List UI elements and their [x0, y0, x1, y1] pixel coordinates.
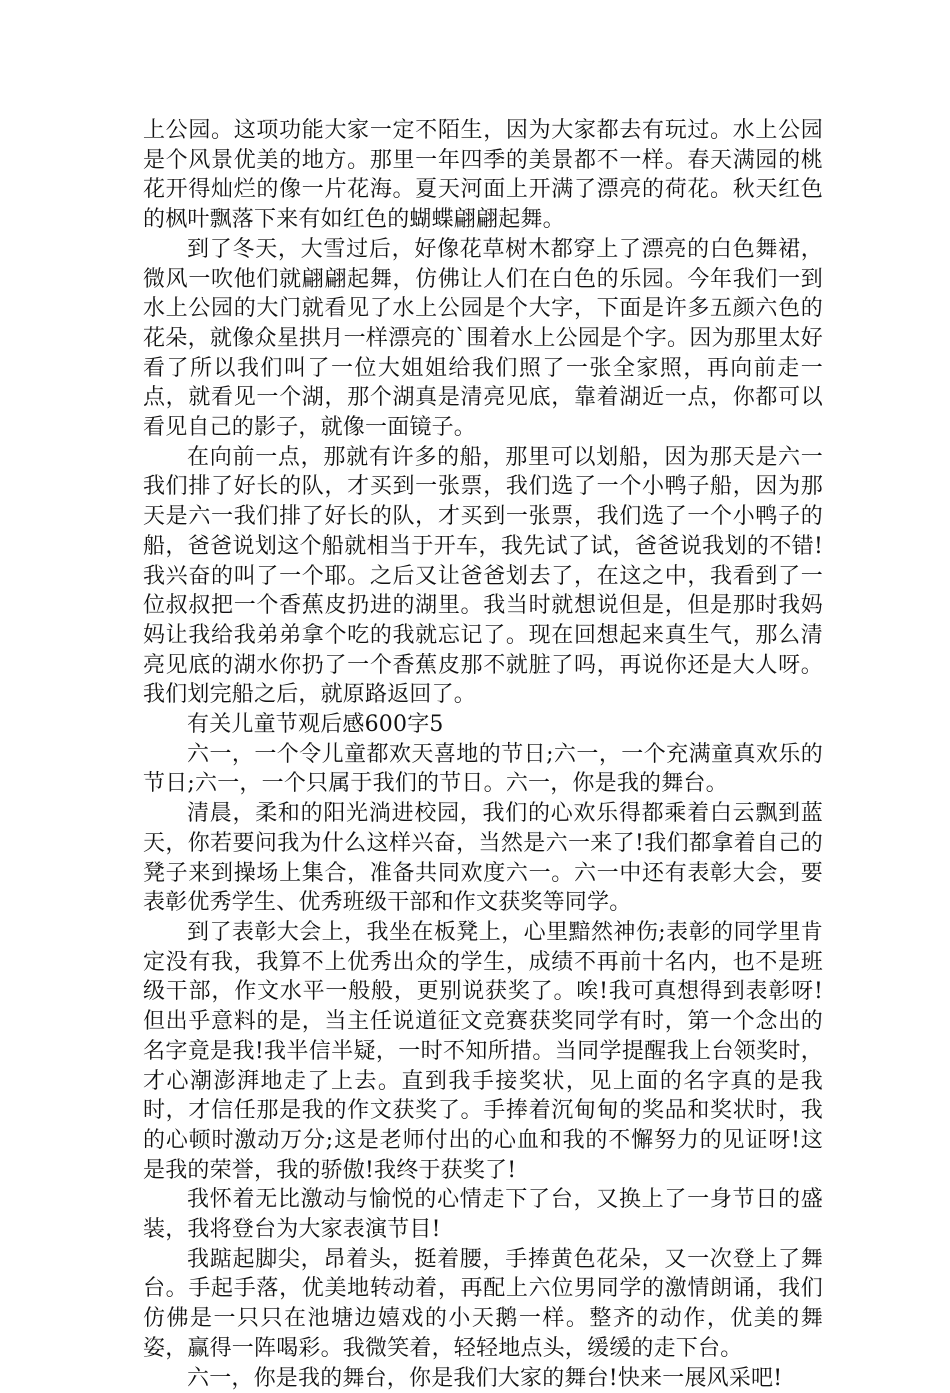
- paragraph-childrens-day: 六一，一个令儿童都欢天喜地的节日;六一，一个充满童真欢乐的节日;六一，一个只属于我们的节日。六一，你是我的舞台。: [143, 741, 823, 797]
- section-heading: 有关儿童节观后感600字5: [187, 712, 444, 738]
- paragraph-winter: 到了冬天，大雪过后，好像花草树木都穿上了漂亮的白色舞裙，微风一吹他们就翩翩起舞，仿佛让人们在白色的乐园。今年我们一到水上公园的大门就看见了水上公园是个大字，下面是许多五颜六色的花朵，就像众星拱月一样漂亮的`围着水上公园是个字。因为那里太好看了所以我们叫了一位大姐姐给我们照了一张全家照，再向前走一点，就看见一个湖，那个湖真是清亮见底，靠着湖近一点，你都可以看见自己的影子，就像一面镜子。: [143, 236, 823, 441]
- paragraph-leaving-stage: 我怀着无比激动与愉悦的心情走下了台，又换上了一身节日的盛装，我将登台为大家表演节目!: [143, 1187, 823, 1243]
- paragraph-morning: 清晨，柔和的阳光淌进校园，我们的心欢乐得都乘着白云飘到蓝天，你若要问我为什么这样兴奋，当然是六一来了!我们都拿着自己的凳子来到操场上集合，准备共同欢度六一。六一中还有表彰大会，要表彰优秀学生、优秀班级干部和作文获奖等同学。: [143, 801, 823, 916]
- paragraph-award-ceremony: 到了表彰大会上，我坐在板凳上，心里黯然神伤;表彰的同学里肯定没有我，我算不上优秀出众的学生，成绩不再前十名内，也不是班级干部，作文水平一般般，更别说获奖了。唉!我可真想得到表彰呀!但出乎意料的是，当主任说道征文竞赛获奖同学有时，第一个念出的名字竟是我!我半信半疑，一时不知所措。当同学提醒我上台领奖时，才心潮澎湃地走了上去。直到我手接奖状，见上面的名字真的是我时，才信任那是我的作文获奖了。手捧着沉甸甸的奖品和奖状时，我的心顿时激动万分;这是老师付出的心血和我的不懈努力的见证呀!这是我的荣誉，我的骄傲!我终于获奖了!: [143, 919, 823, 1183]
- paragraph-closing: 六一，你是我的舞台，你是我们大家的舞台!快来一展风采吧!: [187, 1365, 783, 1391]
- paragraph-dance: 我踮起脚尖，昂着头，挺着腰，手捧黄色花朵，又一次登上了舞台。手起手落，优美地转动着，再配上六位男同学的激情朗诵，我们仿佛是一只只在池塘边嬉戏的小天鹅一样。整齐的动作，优美的舞姿，赢得一阵喝彩。我微笑着，轻轻地点头，缓缓的走下台。: [143, 1246, 823, 1361]
- document-body: [143, 116, 823, 1393]
- paragraph-boating: 在向前一点，那就有许多的船，那里可以划船，因为那天是六一我们排了好长的队，才买到一张票，我们选了一个小鸭子船，因为那天是六一我们排了好长的队，才买到一张票，我们选了一个小鸭子的船，爸爸说划这个船就相当于开车，我先试了试，爸爸说我划的不错!我兴奋的叫了一个耶。之后又让爸爸划去了，在这之中，我看到了一位叔叔把一个香蕉皮扔进的湖里。我当时就想说但是，但是那时我妈妈让我给我弟弟拿个吃的我就忘记了。现在回想起来真生气，那么清亮见底的湖水你扔了一个香蕉皮那不就脏了吗，再说你还是大人呀。我们划完船之后，就原路返回了。: [143, 444, 823, 708]
- paragraph-water-park-intro: 上公园。这项功能大家一定不陌生，因为大家都去有玩过。水上公园是个风景优美的地方。那里一年四季的美景都不一样。春天满园的桃花开得灿烂的像一片花海。夏天河面上开满了漂亮的荷花。秋天红色的枫叶飘落下来有如红色的蝴蝶翩翩起舞。: [143, 118, 823, 233]
